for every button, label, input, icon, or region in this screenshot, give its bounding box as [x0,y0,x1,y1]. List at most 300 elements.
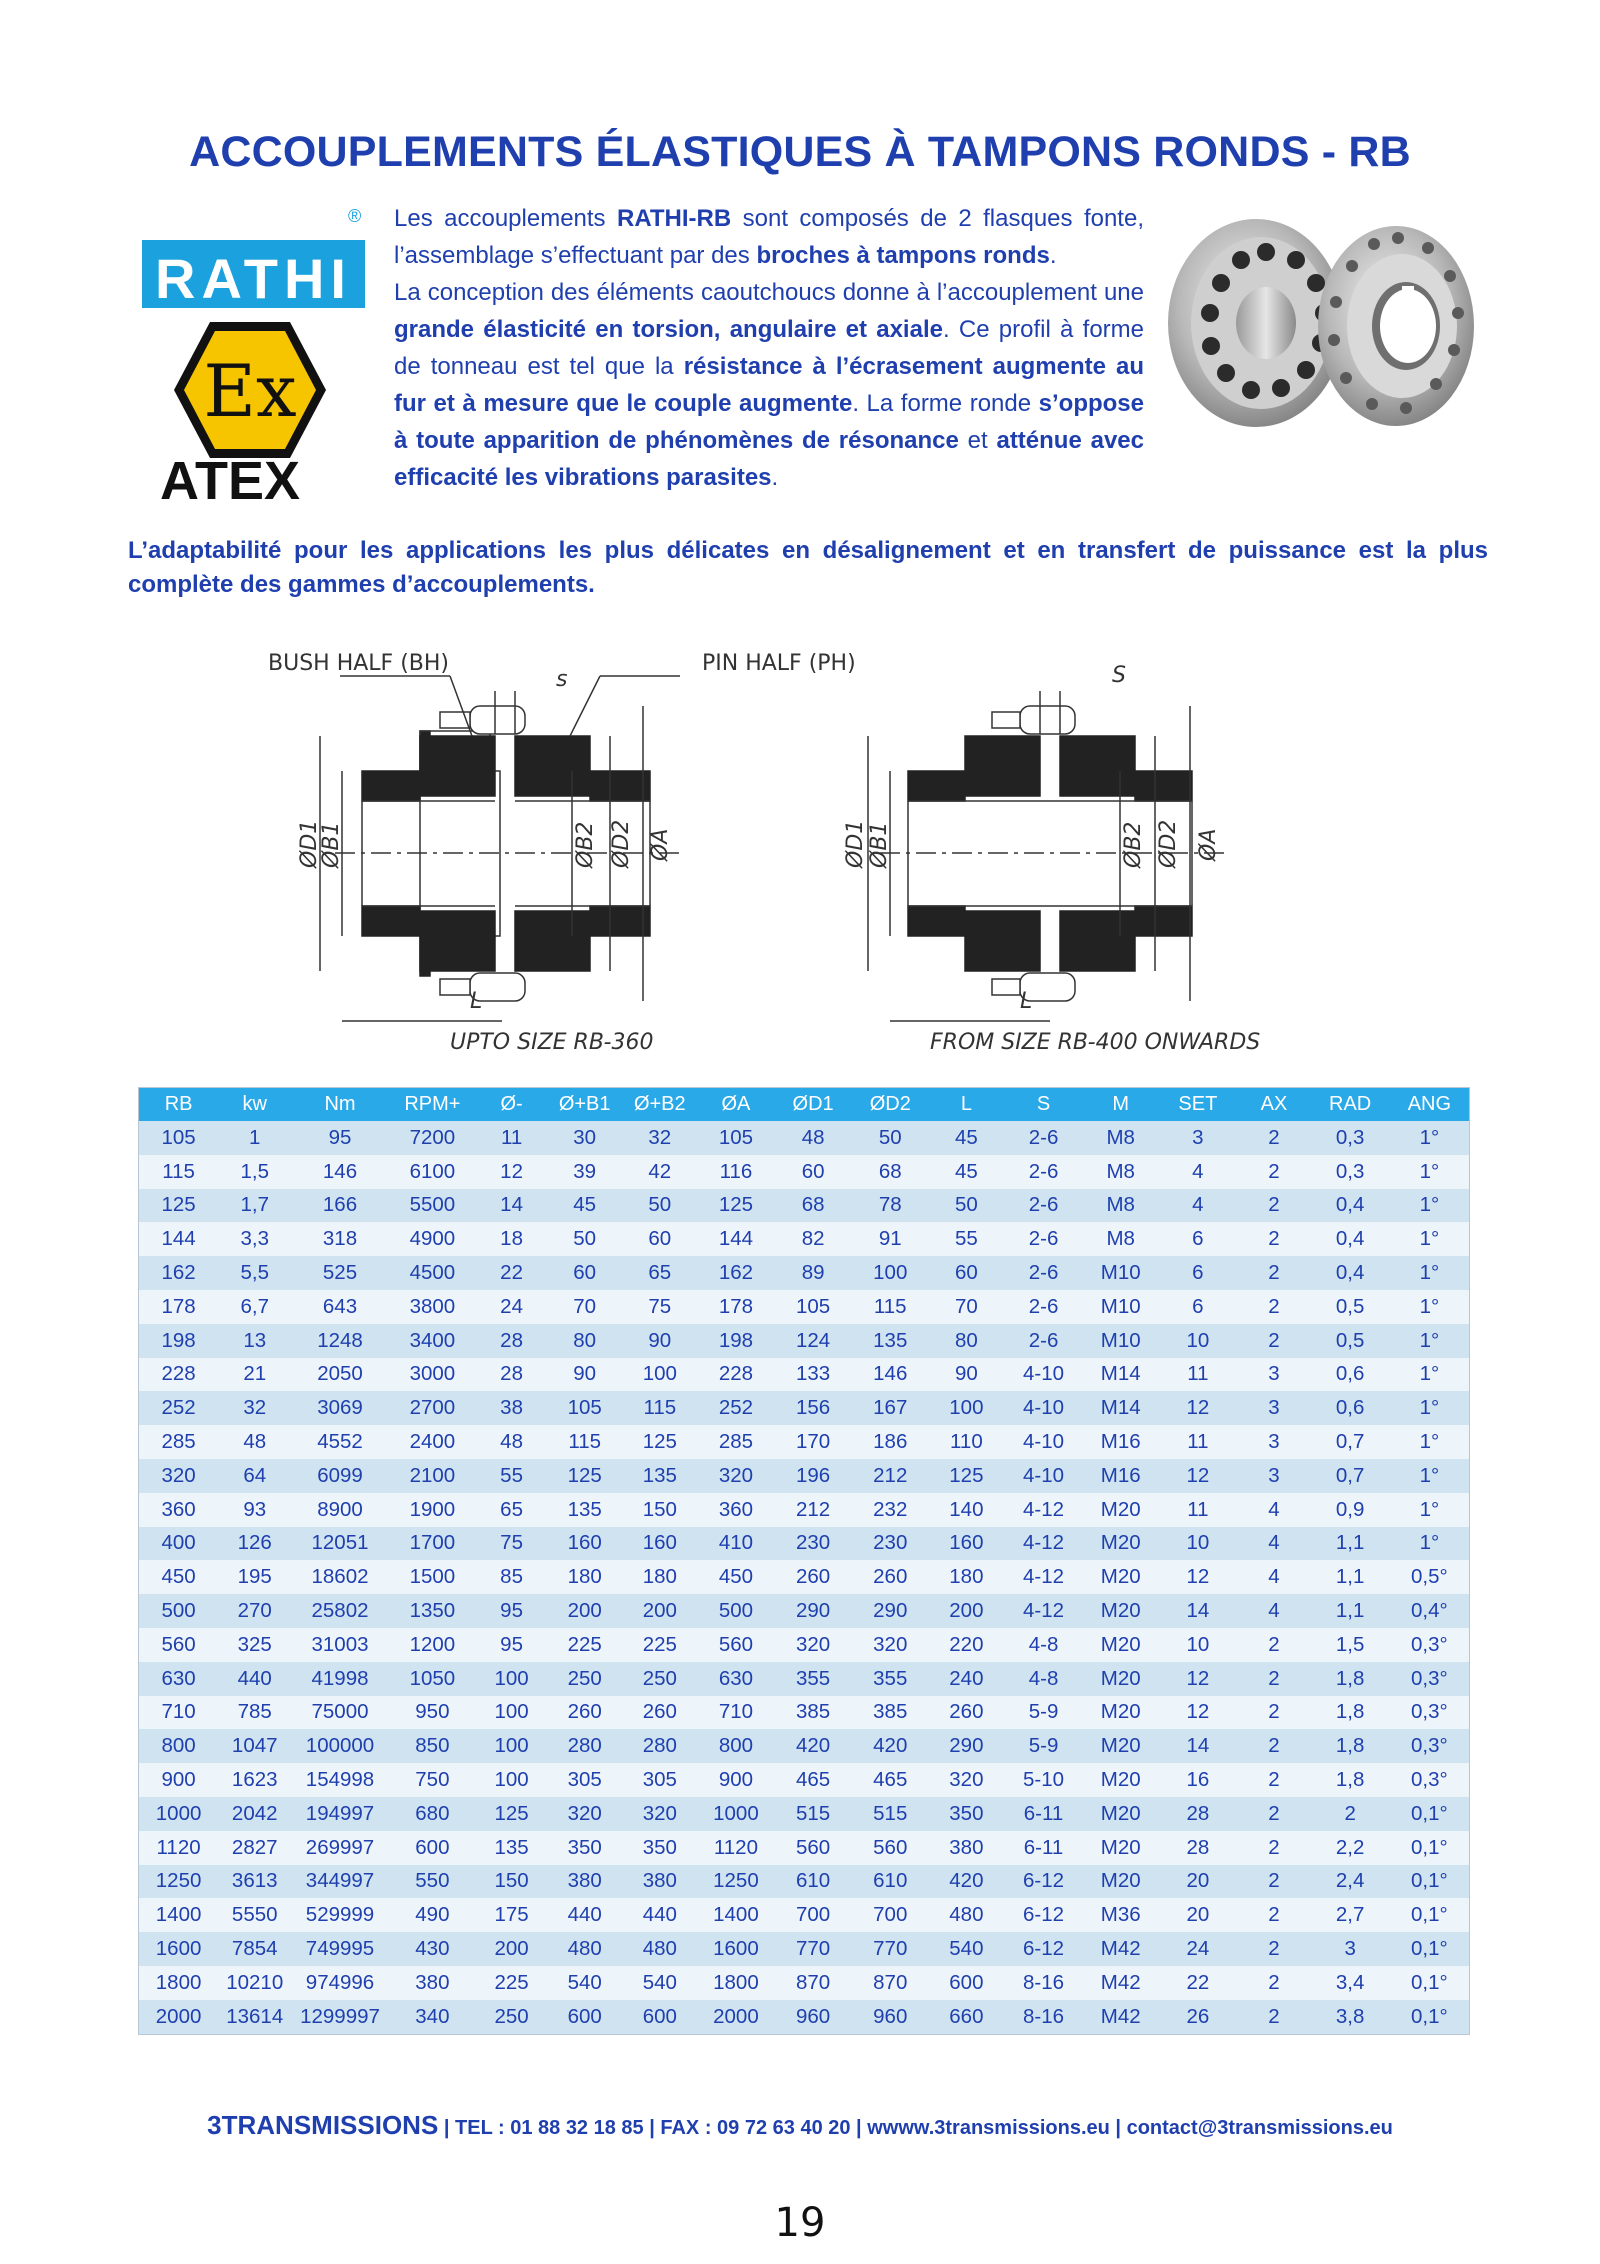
s-label-left: s [556,667,568,692]
table-cell: 225 [547,1628,622,1662]
table-cell: 0,6 [1311,1358,1390,1392]
table-cell: 260 [622,1696,697,1730]
table-cell: 500 [697,1594,774,1628]
table-cell: 360 [697,1493,774,1527]
table-cell: 2 [1237,1898,1310,1932]
table-cell: 146 [852,1358,929,1392]
table-cell: 3,8 [1311,2000,1390,2034]
table-cell: 48 [775,1121,852,1155]
table-cell: 1° [1390,1256,1469,1290]
table-cell: M14 [1083,1391,1158,1425]
table-cell: 250 [547,1662,622,1696]
table-cell: 0,1° [1390,1797,1469,1831]
table-row [139,1831,1469,1865]
table-cell: 135 [622,1459,697,1493]
table-cell: 30 [547,1121,622,1155]
table-cell: 50 [852,1121,929,1155]
table-cell: 220 [929,1628,1004,1662]
table-cell: 1° [1390,1391,1469,1425]
table-cell: 186 [852,1425,929,1459]
l-label-left: L [470,989,483,1014]
table-cell: 89 [775,1256,852,1290]
table-cell: 0,3° [1390,1662,1469,1696]
table-cell: 42 [622,1155,697,1189]
table-cell: 0,1° [1390,1932,1469,1966]
table-cell: 420 [929,1865,1004,1899]
table-cell: 4-8 [1004,1662,1083,1696]
intro-highlight: résistance à l’écrasement augmente au fur et à mesure que le couple augmente [394,353,1144,417]
table-cell: 320 [139,1459,218,1493]
table-cell: 465 [852,1763,929,1797]
table-row [139,1425,1469,1459]
table-cell: 10210 [218,1966,291,2000]
table-cell: M20 [1083,1729,1158,1763]
table-cell: 6,7 [218,1290,291,1324]
table-cell: M20 [1083,1527,1158,1561]
table-cell: M8 [1083,1222,1158,1256]
table-cell: 8-16 [1004,1966,1083,2000]
table-cell: 0,7 [1311,1459,1390,1493]
table-cell: 2-6 [1004,1222,1083,1256]
table-cell: 93 [218,1493,291,1527]
table-cell: 6-12 [1004,1865,1083,1899]
table-cell: 180 [547,1560,622,1594]
table-cell: 105 [547,1391,622,1425]
table-cell: 2000 [139,2000,218,2034]
table-cell: 660 [929,2000,1004,2034]
table-cell: 232 [852,1493,929,1527]
table-cell: 140 [929,1493,1004,1527]
table-cell: 2 [1237,1290,1310,1324]
table-cell: 540 [622,1966,697,2000]
table-cell: 3800 [389,1290,476,1324]
table-cell: 2,4 [1311,1865,1390,1899]
specs-table [138,1087,1470,2035]
table-cell: 60 [775,1155,852,1189]
table-cell: 2 [1237,1729,1310,1763]
table-cell: 1050 [389,1662,476,1696]
table-cell: 4-8 [1004,1628,1083,1662]
table-row [139,1729,1469,1763]
footer-contact: | TEL : 01 88 32 18 85 | FAX : 09 72 63 40 20 | wwww.3transmissions.eu | contact@3transmissions.eu [438,2117,1393,2139]
table-cell: 200 [929,1594,1004,1628]
table-cell: 320 [547,1797,622,1831]
table-cell: 162 [697,1256,774,1290]
table-cell: 124 [775,1324,852,1358]
table-cell: 1° [1390,1425,1469,1459]
table-cell: 870 [852,1966,929,2000]
column-header: L [929,1088,1004,1121]
table-cell: 355 [852,1662,929,1696]
table-cell: 1,1 [1311,1527,1390,1561]
table-cell: 50 [929,1189,1004,1223]
table-cell: 344997 [291,1865,388,1899]
table-cell: 95 [476,1594,547,1628]
column-header: SET [1158,1088,1237,1121]
table-cell: 1248 [291,1324,388,1358]
table-cell: 290 [775,1594,852,1628]
table-cell: 350 [622,1831,697,1865]
table-cell: 465 [775,1763,852,1797]
table-cell: 14 [476,1189,547,1223]
table-cell: 125 [139,1189,218,1223]
table-cell: 200 [547,1594,622,1628]
table-cell: 2 [1237,1189,1310,1223]
table-cell: 230 [852,1527,929,1561]
ex-hexagon-icon [170,318,330,463]
table-cell: 4-10 [1004,1391,1083,1425]
table-cell: 560 [697,1628,774,1662]
table-cell: 125 [622,1425,697,1459]
table-cell: 60 [622,1222,697,1256]
table-cell: 115 [139,1155,218,1189]
table-row [139,1222,1469,1256]
table-cell: 2-6 [1004,1121,1083,1155]
table-row [139,1391,1469,1425]
table-cell: 1° [1390,1324,1469,1358]
table-cell: 85 [476,1560,547,1594]
table-cell: 340 [389,2000,476,2034]
table-cell: 95 [476,1628,547,1662]
table-cell: 1250 [697,1865,774,1899]
table-cell: 55 [476,1459,547,1493]
table-cell: M16 [1083,1425,1158,1459]
table-cell: 410 [697,1527,774,1561]
intro-text-part: . Ce profil à forme de tonneau est tel que la [394,316,1144,380]
table-cell: 60 [929,1256,1004,1290]
table-cell: 380 [929,1831,1004,1865]
table-cell: 144 [139,1222,218,1256]
table-cell: 6-11 [1004,1831,1083,1865]
table-cell: 550 [389,1865,476,1899]
table-cell: 1299997 [291,2000,388,2034]
table-cell: 2042 [218,1797,291,1831]
table-cell: 440 [218,1662,291,1696]
table-cell: 200 [476,1932,547,1966]
table-cell: 150 [476,1865,547,1899]
table-cell: 68 [775,1189,852,1223]
table-cell: 1° [1390,1290,1469,1324]
table-cell: 700 [852,1898,929,1932]
table-cell: 1° [1390,1358,1469,1392]
table-cell: 135 [547,1493,622,1527]
table-cell: 21 [218,1358,291,1392]
table-cell: 150 [622,1493,697,1527]
table-cell: 3,3 [218,1222,291,1256]
table-cell: 28 [476,1324,547,1358]
table-cell: 0,1° [1390,2000,1469,2034]
table-cell: 12 [1158,1696,1237,1730]
footer-brand: 3TRANSMISSIONS [207,2110,439,2140]
table-cell: 0,3 [1311,1155,1390,1189]
table-cell: 80 [929,1324,1004,1358]
table-cell: 4 [1237,1527,1310,1561]
table-cell: 400 [139,1527,218,1561]
table-cell: M20 [1083,1831,1158,1865]
table-cell: 65 [622,1256,697,1290]
table-cell: M20 [1083,1628,1158,1662]
table-cell: 385 [852,1696,929,1730]
footer [0,2110,1600,2141]
table-cell: 116 [697,1155,774,1189]
table-cell: 2-6 [1004,1256,1083,1290]
table-cell: 228 [139,1358,218,1392]
table-cell: 100 [476,1662,547,1696]
table-cell: 0,1° [1390,1831,1469,1865]
table-cell: 900 [139,1763,218,1797]
table-cell: 270 [218,1594,291,1628]
table-cell: 0,9 [1311,1493,1390,1527]
table-cell: 974996 [291,1966,388,2000]
table-cell: 2 [1237,1763,1310,1797]
table-cell: 0,5° [1390,1560,1469,1594]
table-cell: 260 [547,1696,622,1730]
table-cell: 3613 [218,1865,291,1899]
table-cell: 1900 [389,1493,476,1527]
table-cell: 770 [852,1932,929,1966]
table-cell: 450 [697,1560,774,1594]
table-cell: 480 [622,1932,697,1966]
intro-text-part: . [771,464,779,491]
table-cell: 900 [697,1763,774,1797]
table-cell: 115 [622,1391,697,1425]
table-row [139,1628,1469,1662]
table-cell: 68 [852,1155,929,1189]
table-cell: 4-12 [1004,1560,1083,1594]
table-cell: 3,4 [1311,1966,1390,2000]
table-cell: 38 [476,1391,547,1425]
table-row [139,1527,1469,1561]
table-cell: 560 [775,1831,852,1865]
table-cell: 95 [291,1121,388,1155]
table-cell: 280 [622,1729,697,1763]
table-cell: 198 [139,1324,218,1358]
table-cell: 4 [1237,1560,1310,1594]
table-cell: 355 [775,1662,852,1696]
table-cell: 0,1° [1390,1865,1469,1899]
table-cell: 2 [1237,1662,1310,1696]
table-cell: 4 [1237,1493,1310,1527]
table-cell: 18602 [291,1560,388,1594]
d2-label-left: ØD2 [609,819,634,868]
d1-label-right: ØD1 [843,819,868,868]
page-number: 19 [774,2200,826,2246]
table-cell: 269997 [291,1831,388,1865]
table-cell: 1° [1390,1493,1469,1527]
column-header: RPM+ [389,1088,476,1121]
table-cell: 133 [775,1358,852,1392]
intro-text-part: sont composés de 2 flasques fonte, l’assemblage s’effectuant par des [394,205,1144,269]
table-cell: 194997 [291,1797,388,1831]
table-cell: 1,8 [1311,1662,1390,1696]
table-cell: M20 [1083,1696,1158,1730]
table-cell: 70 [547,1290,622,1324]
table-cell: 10 [1158,1324,1237,1358]
table-row [139,1763,1469,1797]
table-cell: 770 [775,1932,852,1966]
table-cell: M20 [1083,1560,1158,1594]
table-cell: M10 [1083,1256,1158,1290]
table-cell: 420 [852,1729,929,1763]
table-cell: 1° [1390,1155,1469,1189]
table-row [139,1594,1469,1628]
table-cell: 32 [622,1121,697,1155]
table-cell: 91 [852,1222,929,1256]
table-cell: 6100 [389,1155,476,1189]
table-cell: 1623 [218,1763,291,1797]
table-cell: 5550 [218,1898,291,1932]
table-cell: 12 [1158,1560,1237,1594]
table-cell: M8 [1083,1155,1158,1189]
table-row [139,1189,1469,1223]
table-cell: 162 [139,1256,218,1290]
intro-text-part: . La forme ronde [852,390,1039,417]
table-cell: 2 [1237,1256,1310,1290]
table-cell: 350 [929,1797,1004,1831]
table-cell: 75 [476,1527,547,1561]
l-label-right: L [1020,989,1033,1014]
table-cell: 70 [929,1290,1004,1324]
table-cell: 600 [622,2000,697,2034]
table-cell: 11 [1158,1493,1237,1527]
table-cell: 26 [1158,2000,1237,2034]
table-cell: M8 [1083,1121,1158,1155]
table-cell: 12 [1158,1459,1237,1493]
b1-label-right: ØB1 [867,821,892,868]
table-row [139,1493,1469,1527]
table-cell: 100 [476,1696,547,1730]
table-cell: 4500 [389,1256,476,1290]
table-cell: 6-12 [1004,1932,1083,1966]
column-header: M [1083,1088,1158,1121]
table-cell: 12051 [291,1527,388,1561]
table-cell: 228 [697,1358,774,1392]
table-cell: 48 [218,1425,291,1459]
table-row [139,1662,1469,1696]
table-cell: 180 [622,1560,697,1594]
table-cell: 12 [476,1155,547,1189]
table-cell: 3 [1237,1459,1310,1493]
table-cell: 0,5 [1311,1324,1390,1358]
intro-highlight: grande élasticité en torsion, angulaire et axiale [394,316,943,343]
table-cell: 75000 [291,1696,388,1730]
table-cell: 600 [929,1966,1004,2000]
table-cell: 2100 [389,1459,476,1493]
table-cell: 0,1° [1390,1898,1469,1932]
table-cell: 2 [1311,1797,1390,1831]
table-cell: 960 [775,2000,852,2034]
table-cell: 2400 [389,1425,476,1459]
table-cell: 50 [547,1222,622,1256]
table-cell: 2,7 [1311,1898,1390,1932]
table-cell: 610 [775,1865,852,1899]
table-cell: 6 [1158,1290,1237,1324]
table-cell: 350 [547,1831,622,1865]
table-cell: 11 [1158,1358,1237,1392]
column-header: ANG [1390,1088,1469,1121]
intro-highlight: broches à tampons ronds [756,242,1050,269]
table-cell: 385 [775,1696,852,1730]
table-cell: 75 [622,1290,697,1324]
table-cell: 305 [547,1763,622,1797]
table-cell: 2827 [218,1831,291,1865]
table-cell: 2 [1237,1932,1310,1966]
table-row [139,1290,1469,1324]
intro-text-part: Les accouplements [394,205,617,232]
table-cell: 4-10 [1004,1425,1083,1459]
rathi-logo [142,240,365,308]
table-cell: M42 [1083,1932,1158,1966]
table-row [139,1358,1469,1392]
table-cell: 45 [547,1189,622,1223]
table-cell: 24 [1158,1932,1237,1966]
intro-highlight: atténue avec efficacité les vibrations parasites [394,427,1144,491]
table-cell: 0,3° [1390,1729,1469,1763]
intro-text [394,200,1144,496]
table-cell: 32 [218,1391,291,1425]
column-header: ØD1 [775,1088,852,1121]
table-cell: 8-16 [1004,2000,1083,2034]
table-cell: 680 [389,1797,476,1831]
table-cell: 55 [929,1222,1004,1256]
table-cell: 0,4 [1311,1222,1390,1256]
table-cell: 45 [929,1155,1004,1189]
table-cell: 115 [852,1290,929,1324]
table-cell: 318 [291,1222,388,1256]
table-cell: 100 [622,1358,697,1392]
intro-brand: RATHI-RB [616,205,732,232]
table-cell: 135 [852,1324,929,1358]
table-cell: 0,5 [1311,1290,1390,1324]
table-cell: 212 [852,1459,929,1493]
table-cell: 325 [218,1628,291,1662]
table-cell: 3 [1311,1932,1390,1966]
table-cell: 560 [139,1628,218,1662]
table-cell: 45 [929,1121,1004,1155]
table-header-row [139,1088,1469,1121]
table-cell: 28 [1158,1831,1237,1865]
table-cell: 170 [775,1425,852,1459]
table-cell: 1° [1390,1459,1469,1493]
table-cell: 0,3° [1390,1696,1469,1730]
table-cell: 1,5 [1311,1628,1390,1662]
table-cell: 1250 [139,1865,218,1899]
table-cell: 13 [218,1324,291,1358]
table-cell: 4552 [291,1425,388,1459]
table-cell: 100000 [291,1729,388,1763]
table-cell: 20 [1158,1898,1237,1932]
table-cell: 115 [547,1425,622,1459]
table-cell: 166 [291,1189,388,1223]
table-cell: 198 [697,1324,774,1358]
table-cell: 196 [775,1459,852,1493]
table-cell: 16 [1158,1763,1237,1797]
column-header: Nm [291,1088,388,1121]
table-cell: 0,4 [1311,1256,1390,1290]
table-cell: 250 [476,2000,547,2034]
table-cell: 4900 [389,1222,476,1256]
table-cell: 380 [622,1865,697,1899]
table-cell: 90 [929,1358,1004,1392]
table-cell: 160 [547,1527,622,1561]
table-cell: 2-6 [1004,1155,1083,1189]
table-cell: 90 [622,1324,697,1358]
table-cell: 82 [775,1222,852,1256]
table-cell: 160 [622,1527,697,1561]
table-cell: 125 [929,1459,1004,1493]
table-cell: 610 [852,1865,929,1899]
table-cell: 785 [218,1696,291,1730]
